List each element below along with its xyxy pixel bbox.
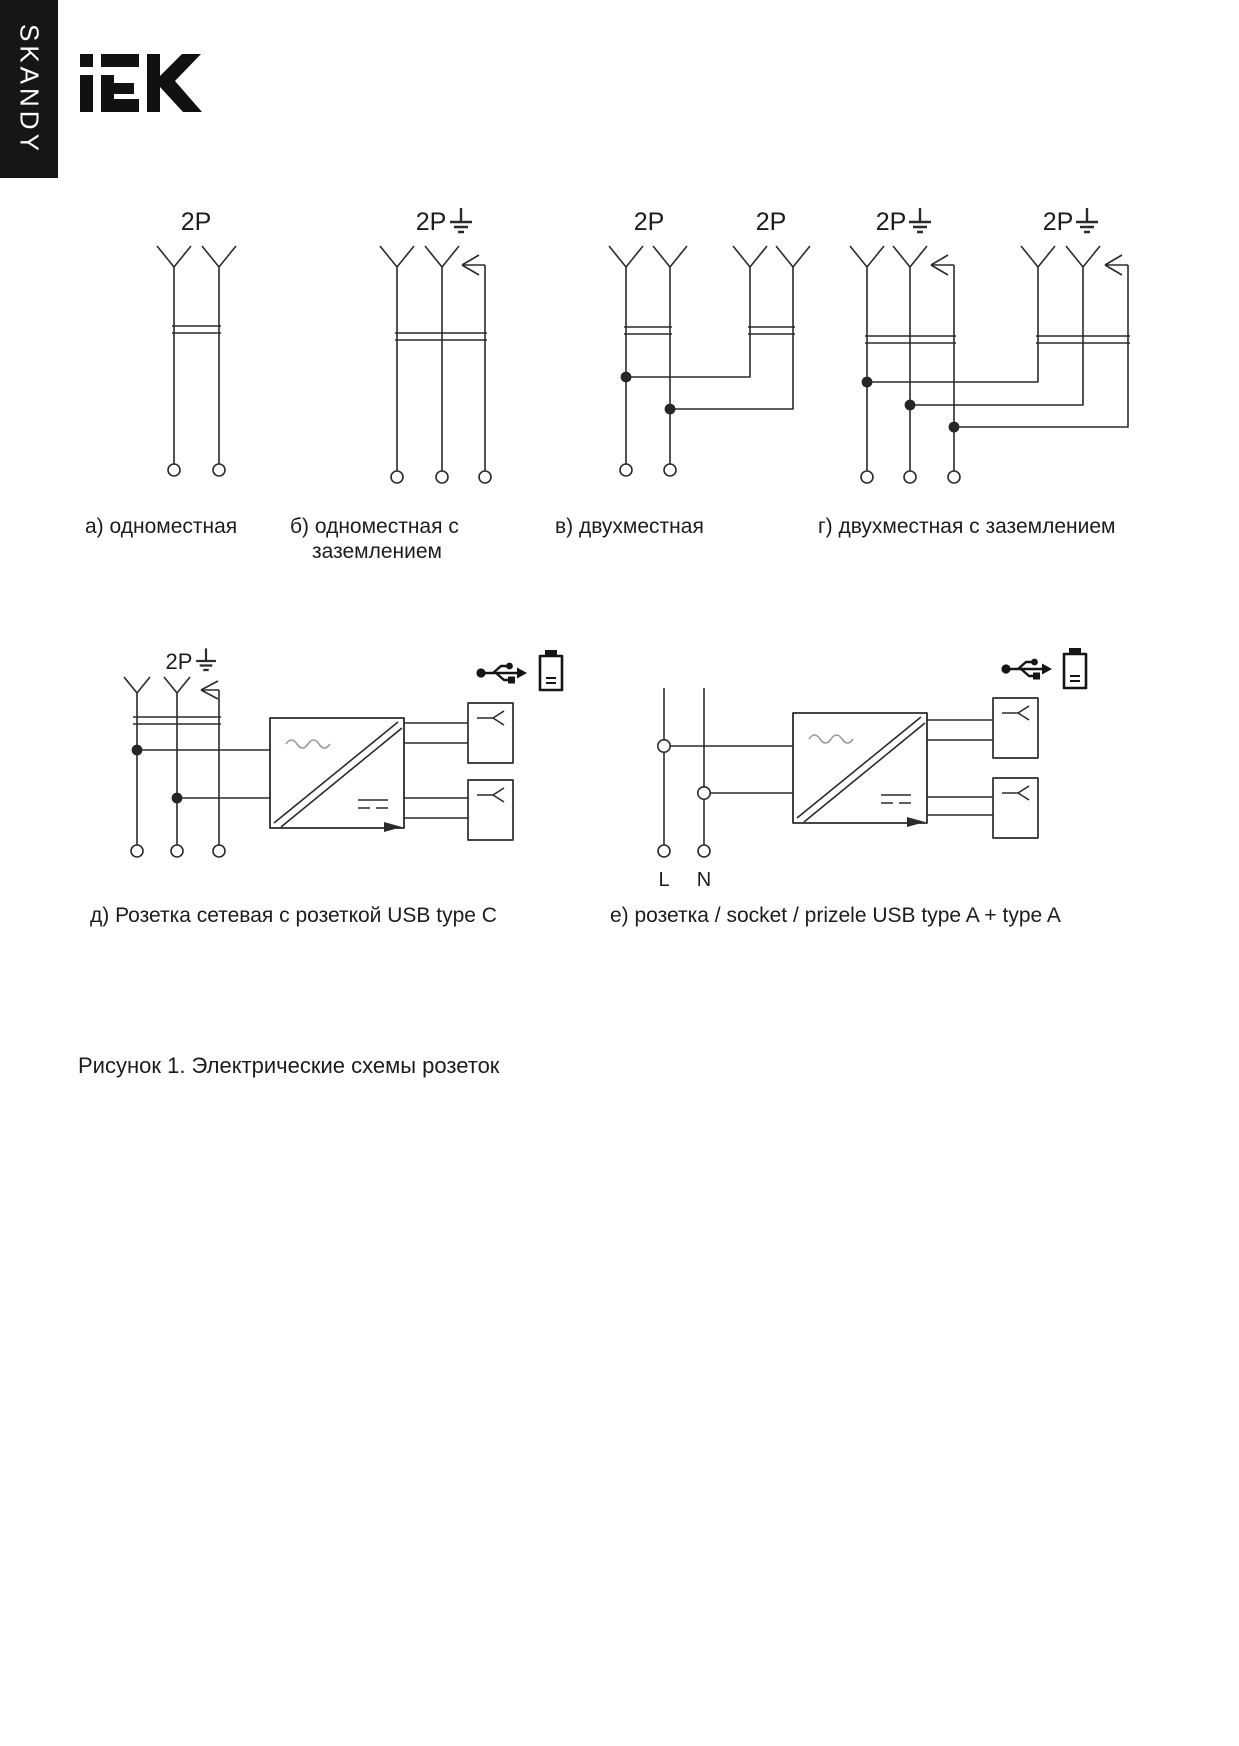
ground-icon: [909, 208, 931, 232]
junction-dot: [132, 745, 143, 756]
ground-icon: [450, 208, 472, 232]
socket-body-bars: [624, 327, 795, 334]
terminal-circle: [436, 471, 448, 483]
socket-contact-icon: [124, 677, 150, 693]
terminal-circle: [131, 845, 143, 857]
socket-contact-icon: [609, 246, 643, 267]
wire: [867, 265, 954, 471]
ac-dc-converter: [793, 713, 927, 827]
usb-port-box: [468, 780, 513, 840]
socket-contact-icon: [202, 246, 236, 267]
wire: [137, 750, 270, 798]
junction-circle: [698, 787, 710, 799]
terminal-circle: [658, 845, 670, 857]
socket-contact-icon: [733, 246, 767, 267]
caption-diagram-g: г) двухместная с заземлением: [818, 515, 1116, 538]
socket-contact-icon: [425, 246, 459, 267]
pole-label: 2P: [633, 208, 665, 236]
wire: [927, 720, 993, 815]
terminal-circle: [620, 464, 632, 476]
caption-diagram-d: д) Розетка сетевая с розеткой USB type C: [90, 904, 497, 927]
ac-dc-converter: [270, 718, 404, 832]
junction-circle: [658, 740, 670, 752]
caption-diagram-e: е) розетка / socket / prizele USB type A + type A: [610, 904, 1061, 927]
terminal-circle: [948, 471, 960, 483]
socket-contact-icon: [893, 246, 927, 267]
wire: [174, 267, 219, 464]
socket-contact-icon: [1066, 246, 1100, 267]
terminal-circle: [213, 464, 225, 476]
ground-icon: [196, 648, 216, 670]
pole-label: 2P: [875, 208, 907, 236]
caption-diagram-v: в) двухместная: [555, 515, 704, 538]
socket-contact-icon: [850, 246, 884, 267]
pole-label: 2P: [415, 208, 447, 236]
diagram-single-socket-grounded: [380, 208, 491, 483]
caption-diagram-b-line2: заземлением: [312, 540, 442, 563]
figure-caption: Рисунок 1. Электрические схемы розеток: [78, 1053, 500, 1078]
line-label: L: [658, 869, 670, 891]
usb-icon: [476, 663, 527, 684]
terminal-circle: [391, 471, 403, 483]
usb-port-box: [993, 698, 1038, 758]
socket-contact-icon: [1021, 246, 1055, 267]
terminal-circle: [213, 845, 225, 857]
socket-body-bars: [172, 326, 221, 333]
junction-dot: [862, 377, 873, 388]
diagram-double-socket-grounded: [850, 208, 1130, 483]
pole-label: 2P: [180, 208, 212, 236]
pole-label: 2P: [1042, 208, 1074, 236]
junction-dot: [621, 372, 632, 383]
pole-label: 2P: [165, 649, 193, 674]
caption-diagram-a: а) одноместная: [85, 515, 238, 538]
terminal-circle: [479, 471, 491, 483]
socket-contact-icon: [157, 246, 191, 267]
terminal-circle: [698, 845, 710, 857]
usb-icon: [1001, 659, 1052, 680]
ground-icon: [1076, 208, 1098, 232]
wire: [397, 265, 485, 471]
diagram-socket-usb-c: [124, 648, 562, 857]
wire: [664, 688, 704, 845]
junction-dot: [172, 793, 183, 804]
wire: [626, 267, 670, 464]
terminal-circle: [861, 471, 873, 483]
battery-icon: [540, 650, 562, 690]
junction-dot: [949, 422, 960, 433]
terminal-circle: [171, 845, 183, 857]
series-banner-label: SKANDY: [14, 23, 45, 155]
caption-diagram-b-line1: б) одноместная с: [290, 515, 459, 538]
terminal-circle: [168, 464, 180, 476]
wire: [404, 723, 468, 818]
socket-body-bars: [865, 336, 1130, 343]
wire: [626, 267, 793, 409]
wire: [137, 690, 219, 845]
battery-icon: [1064, 648, 1086, 688]
junction-dot: [665, 404, 676, 415]
socket-contact-icon: [164, 677, 190, 693]
wire: [671, 746, 794, 793]
terminal-circle: [904, 471, 916, 483]
caption-diagram-b: [290, 514, 459, 564]
socket-contact-icon: [776, 246, 810, 267]
socket-body-bars: [395, 333, 487, 340]
socket-contact-icon: [653, 246, 687, 267]
usb-port-box: [468, 703, 513, 763]
diagram-single-socket: [157, 208, 236, 476]
terminal-circle: [664, 464, 676, 476]
diagram-double-socket: [609, 208, 810, 476]
neutral-label: N: [696, 869, 712, 891]
socket-contact-icon: [380, 246, 414, 267]
usb-port-box: [993, 778, 1038, 838]
pole-label: 2P: [755, 208, 787, 236]
diagram-socket-usb-a: [658, 648, 1086, 891]
junction-dot: [905, 400, 916, 411]
